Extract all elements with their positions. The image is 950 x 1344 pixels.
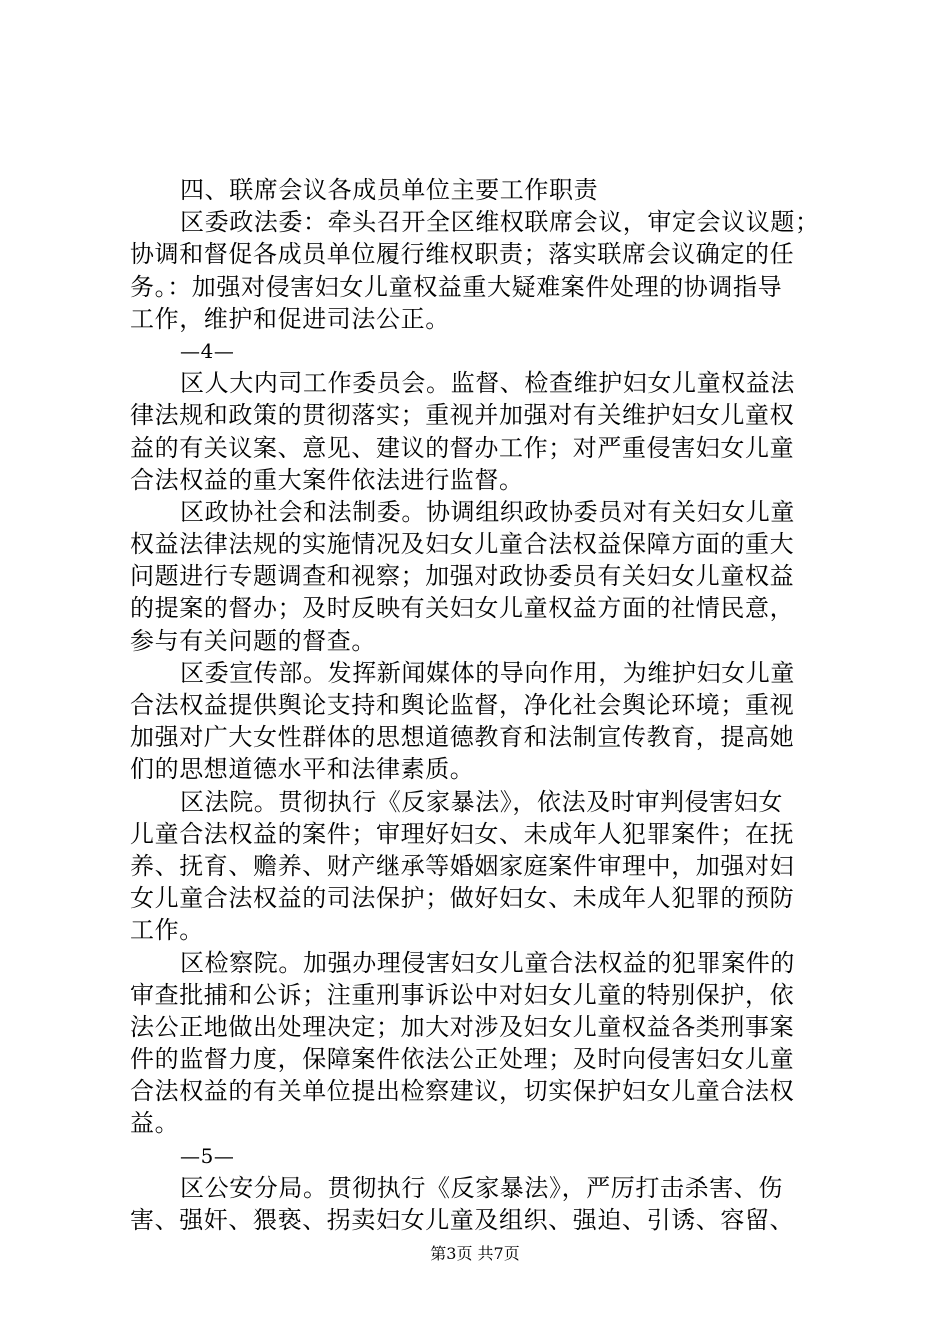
page-footer: 第3页 共7页 [430,1244,520,1263]
document-body [130,174,830,1236]
paragraph-line: 参与有关问题的督查。 [130,626,376,655]
paragraph-line: 益。 [130,1109,180,1138]
paragraph-line: 件的监督力度，保障案件依法公正处理；及时向侵害妇女儿童 [130,1045,795,1074]
paragraph-line: 的提案的督办；及时反映有关妇女儿童权益方面的社情民意， [130,594,795,623]
paragraph-line: 加强对广大女性群体的思想道德教育和法制宣传教育，提高她 [130,723,795,752]
paragraph-line: 益的有关议案、意见、建议的督办工作；对严重侵害妇女儿童 [130,433,795,462]
paragraph-line: 工作，维护和促进司法公正。 [130,304,450,333]
paragraph-line: 区法院。贯彻执行《反家暴法》，依法及时审判侵害妇女 [180,787,783,816]
paragraph-line: 区委宣传部。发挥新闻媒体的导向作用，为维护妇女儿童 [180,658,795,687]
paragraph-line: 协调和督促各成员单位履行维权职责；落实联席会议确定的任 [130,240,795,269]
paragraph-line: 区委政法委：牵头召开全区维权联席会议，审定会议议题； [180,208,820,237]
paragraph-line: 女儿童合法权益的司法保护；做好妇女、未成年人犯罪的预防 [130,884,795,913]
paragraph-line: 养、抚育、赡养、财产继承等婚姻家庭案件审理中，加强对妇 [130,851,795,880]
page-marker: —4— [180,338,235,363]
paragraph-line: 审查批捕和公诉；注重刑事诉讼中对妇女儿童的特别保护，依 [130,980,795,1009]
paragraph-line: 区政协社会和法制委。协调组织政协委员对有关妇女儿童 [180,497,795,526]
paragraph-line: 区公安分局。贯彻执行《反家暴法》，严厉打击杀害、伤 [180,1173,783,1202]
paragraph-line: 合法权益提供舆论支持和舆论监督，净化社会舆论环境；重视 [130,691,795,719]
paragraph-line: 合法权益的有关单位提出检察建议，切实保护妇女儿童合法权 [130,1077,795,1106]
paragraph-line: 问题进行专题调查和视察；加强对政协委员有关妇女儿童权益 [130,562,795,591]
paragraph-line: 合法权益的重大案件依法进行监督。 [130,465,524,494]
page-marker: —5— [180,1143,235,1168]
paragraph-line: 法公正地做出处理决定；加大对涉及妇女儿童权益各类刑事案 [130,1012,795,1041]
paragraph-line: 工作。 [130,916,204,945]
paragraph-line: 区人大内司工作委员会。监督、检查维护妇女儿童权益法 [180,369,795,398]
paragraph-line: 权益法律法规的实施情况及妇女儿童合法权益保障方面的重大 [130,530,795,559]
paragraph-line: 务。：加强对侵害妇女儿童权益重大疑难案件处理的协调指导 [130,272,783,301]
paragraph-line: 害、强奸、猥亵、拐卖妇女儿童及组织、强迫、引诱、容留、 [130,1206,795,1234]
paragraph-line: 律法规和政策的贯彻落实；重视并加强对有关维护妇女儿童权 [130,401,795,430]
paragraph-line: 儿童合法权益的案件；审理好妇女、未成年人犯罪案件；在抚 [130,819,795,848]
paragraph-line: 们的思想道德水平和法律素质。 [130,755,475,784]
paragraph-line: 区检察院。加强办理侵害妇女儿童合法权益的犯罪案件的 [180,948,795,977]
section-heading: 四、联席会议各成员单位主要工作职责 [180,176,599,204]
